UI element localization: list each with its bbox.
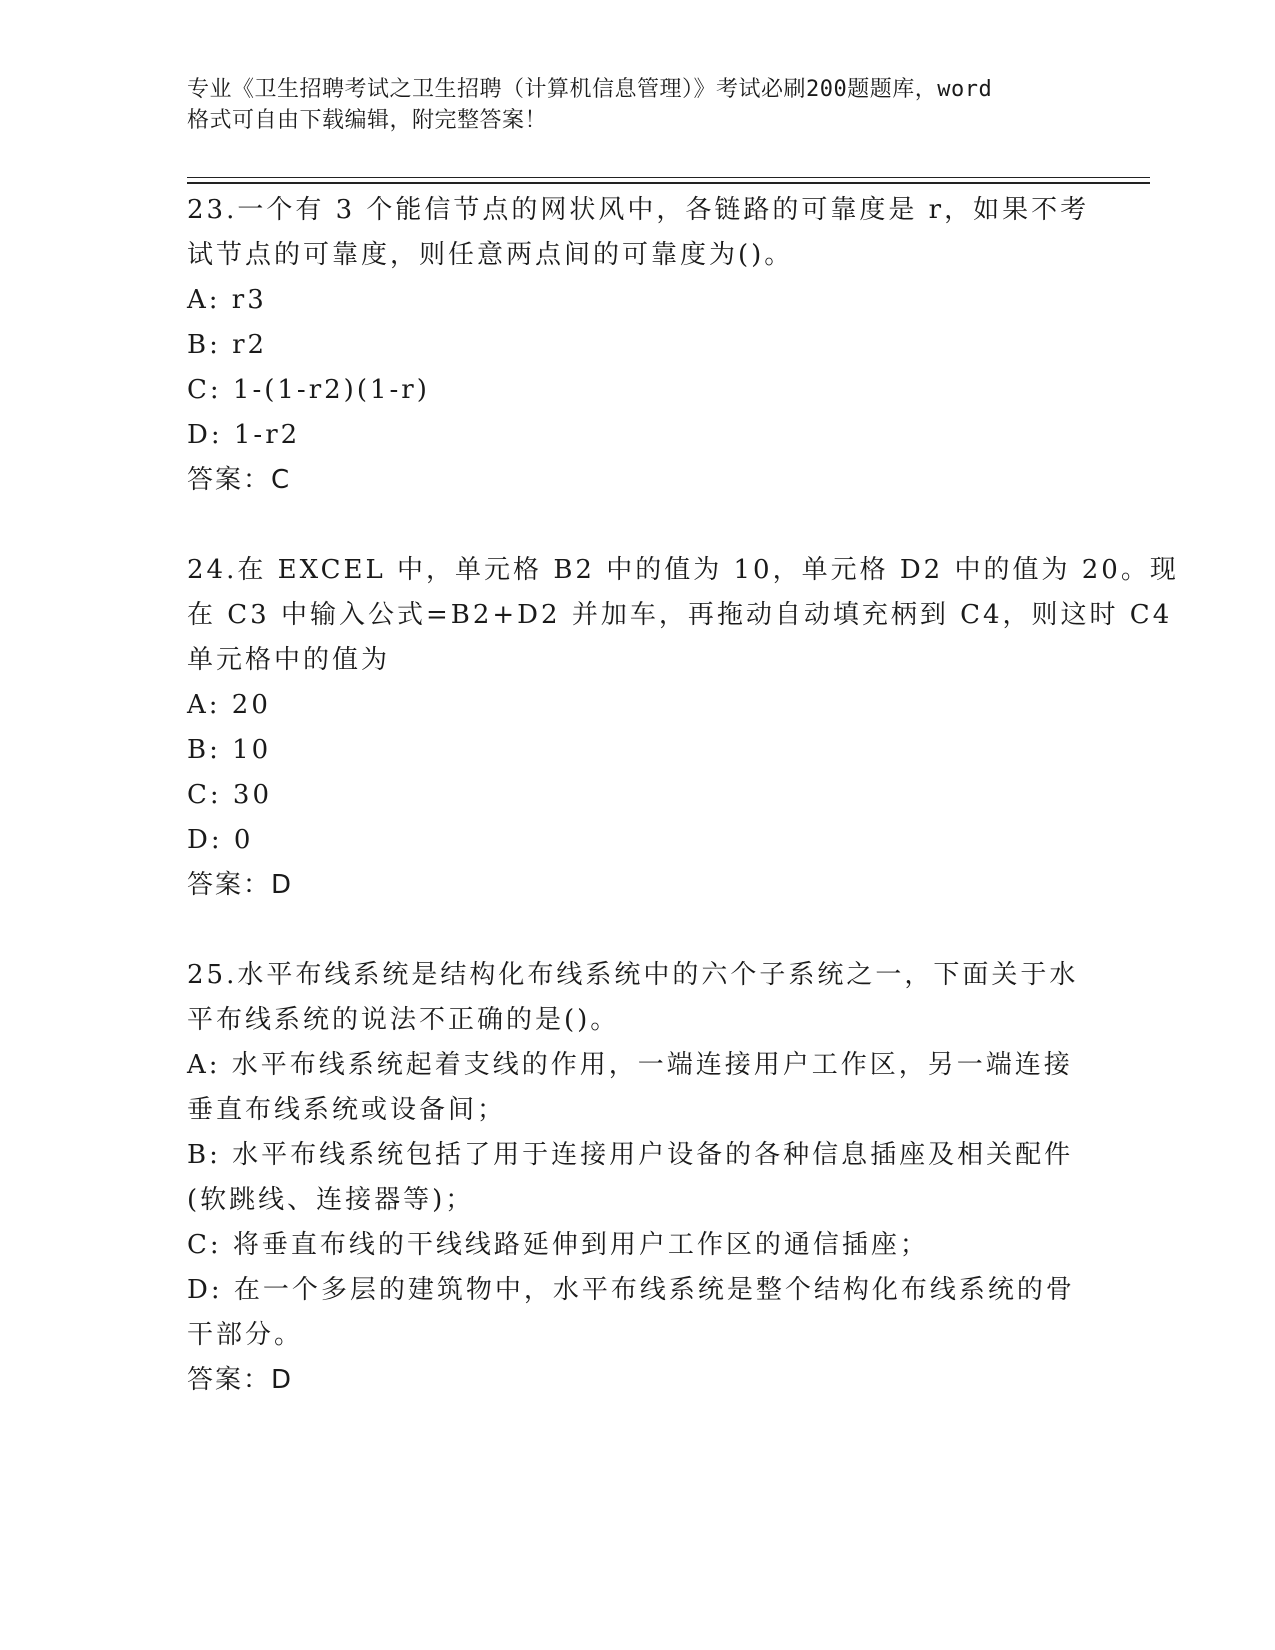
option-a: A: r3 [187, 285, 267, 315]
option-b: B: 10 [187, 735, 272, 765]
option-c: C: 30 [187, 780, 273, 810]
option-c: C: 将垂直布线的干线线路延伸到用户工作区的通信插座； [187, 1230, 929, 1260]
question-24 [187, 548, 1179, 908]
option-d: D: 0 [187, 825, 254, 855]
question-stem-line: 25.水平布线系统是结构化布线系统中的六个子系统之一，下面关于水 [187, 960, 1079, 990]
header-line-2: 格式可自由下载编辑，附完整答案！ [187, 108, 548, 133]
question-stem-line: 在 C3 中输入公式=B2+D2 并加车，再拖动自动填充柄到 C4，则这时 C4 [187, 600, 1173, 630]
option-a: A: 水平布线系统起着支线的作用，一端连接用户工作区，另一端连接 [187, 1050, 1073, 1080]
spacer [187, 503, 1087, 548]
question-stem-line: 23.一个有 3 个能信节点的网状风中，各链路的可靠度是 r，如果不考 [187, 195, 1090, 225]
option-b-continued: (软跳线、连接器等)； [187, 1185, 475, 1215]
question-stem-line: 单元格中的值为 [187, 645, 391, 675]
option-c: C: 1-(1-r2)(1-r) [187, 375, 430, 405]
question-23 [187, 188, 1090, 503]
option-b: B: 水平布线系统包括了用于连接用户设备的各种信息插座及相关配件 [187, 1140, 1074, 1170]
option-d: D: 1-r2 [187, 420, 301, 450]
answer-label: 答案：D [187, 1365, 294, 1395]
question-stem-line: 平布线系统的说法不正确的是()。 [187, 1005, 620, 1035]
question-stem-line: 试节点的可靠度，则任意两点间的可靠度为()。 [187, 240, 794, 270]
option-a-continued: 垂直布线系统或设备间； [187, 1095, 507, 1125]
question-list [187, 188, 1179, 1403]
spacer [187, 908, 1087, 953]
header-divider-thick [187, 182, 1150, 184]
question-stem-line: 24.在 EXCEL 中，单元格 B2 中的值为 10，单元格 D2 中的值为 20。现 [187, 555, 1179, 585]
question-25 [187, 953, 1087, 1403]
option-b: B: r2 [187, 330, 268, 360]
option-a: A: 20 [187, 690, 271, 720]
option-d-continued: 干部分。 [187, 1320, 304, 1350]
header-line-1: 专业《卫生招聘考试之卫生招聘（计算机信息管理）》考试必刷200题题库，word [187, 77, 993, 102]
answer-label: 答案：D [187, 870, 294, 900]
document-header [187, 74, 1087, 136]
header-divider-thin [187, 177, 1150, 178]
option-d: D: 在一个多层的建筑物中，水平布线系统是整个结构化布线系统的骨 [187, 1275, 1075, 1305]
answer-label: 答案：C [187, 465, 292, 495]
